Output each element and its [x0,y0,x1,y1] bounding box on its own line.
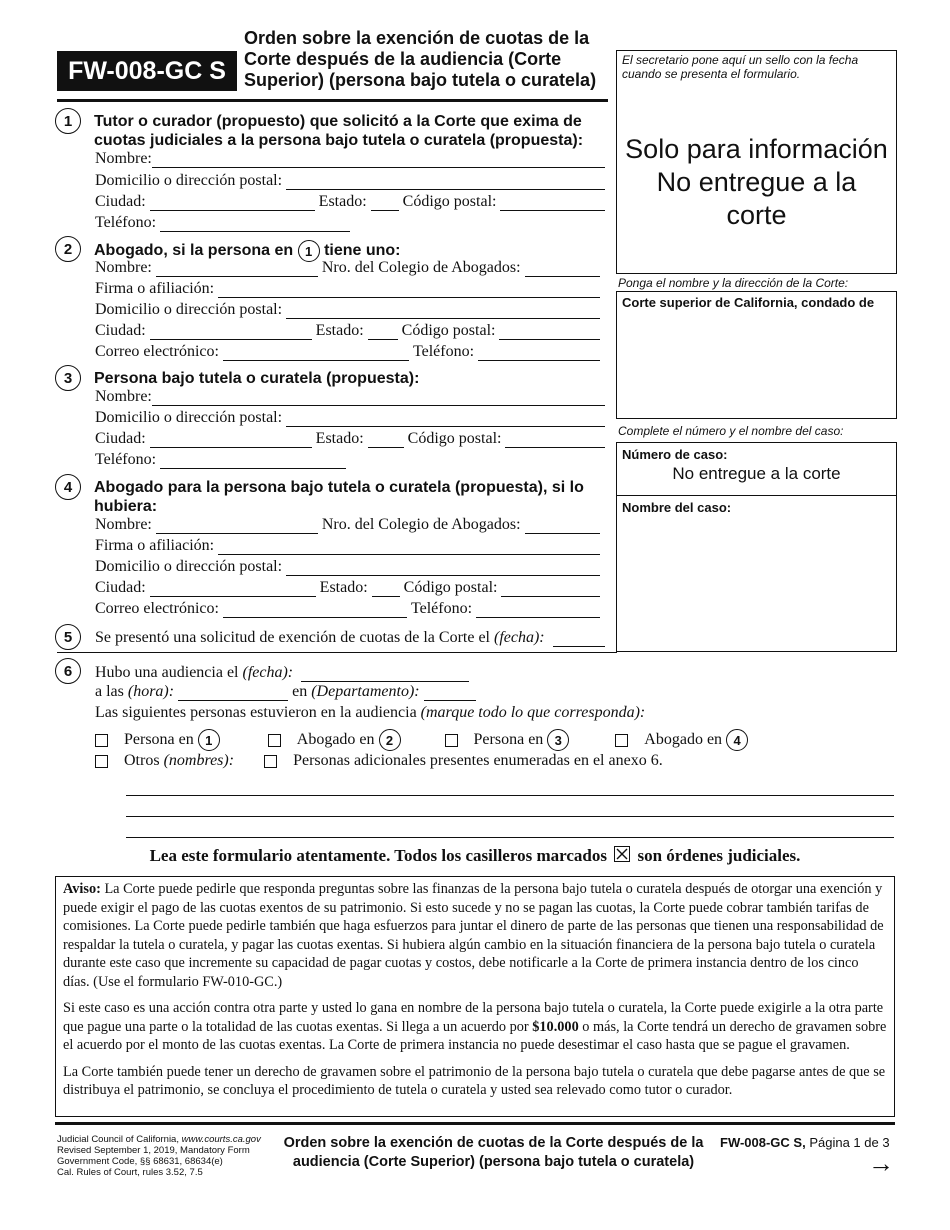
s6-ref-1: 1 [198,729,220,751]
s3-name-label: Nombre: [95,388,152,405]
footer-rule [55,1122,895,1125]
notice-paragraph-3: La Corte también puede tener un derecho de gravamen sobre el patrimonio de la persona bajo tutela o curatela que debe pagarse antes de que se distribuya el patrimonio, se concluya el procedimiento de tutela o curatela y usted sea relevado como tutor o curador. [63,1063,886,1098]
notice-p1-text: La Corte puede pedirle que responda preguntas sobre las finanzas de la persona bajo tutela o curatela después de otorgar una exención y puede exigir el pago de las cuotas exentos de su patrimonio. Si esto sucede y no se pagan las cuotas, la Corte puede cobrar también tarifas de comisiones. La Corte puede pedirle también que haga esfuerzos para juntar el dinero de parte de las personas que tienen una responsabilidad de respaldar la tutela o curatela, y pagar las cuotas exentas. Si hubiera algún cambio en la situación financiera de la persona bajo tutela o curatela durante este caso que incremente su capacidad de pagar cuotas y costos, debe notificarle a la Corte de primera instancia dentro de los cinco días. (Use el formulario FW-010-GC.) [63,881,884,990]
s2-firm-row [95,278,604,298]
case-name-label: Nombre del caso: [622,500,732,515]
s4-email-row [95,598,604,618]
court-name-box[interactable] [616,291,897,419]
s6-ref-2: 2 [379,729,401,751]
s2-email-row [95,341,604,361]
header-rule [57,99,608,102]
s6-attendees-note: (marque todo lo que corresponda): [420,704,646,721]
case-number-label: Número de caso: [622,447,728,462]
s3-zip-field[interactable] [505,433,605,448]
s1-address-field[interactable] [286,175,605,190]
s2-city-label: Ciudad: [95,322,146,339]
s3-address-label: Domicilio o dirección postal: [95,409,283,426]
s2-heading-ref: 1 [298,240,320,262]
clerk-stamp-box [616,50,897,274]
info-line-1: Solo para información [625,134,888,164]
s6-time-field[interactable] [178,686,288,701]
s3-city-field[interactable] [150,433,312,448]
form-title: Orden sobre la exención de cuotas de la Corte después de la audiencia (Corte Superior) (persona bajo tutela o curatela) [244,28,597,90]
s3-state-field[interactable] [368,433,404,448]
footer-page-info [720,1135,890,1150]
s6-additional-label: Personas adicionales presentes enumeradas en el anexo 6. [293,752,663,769]
section-3-heading: Persona bajo tutela o curatela (propuesta): [94,370,420,387]
s4-address-field[interactable] [286,561,600,576]
s4-firm-label: Firma o afiliación: [95,537,215,554]
s6-hearing-row [95,662,473,682]
s2-address-row [95,299,604,319]
s5-date-field[interactable] [553,632,605,647]
s1-name-row [95,148,609,168]
s2-address-field[interactable] [286,304,600,319]
s4-address-row [95,556,604,576]
s3-city-label: Ciudad: [95,430,146,447]
case-prompt: Complete el número y el nombre del caso: [618,424,844,438]
s6-time-row [95,681,480,701]
section-5-number: 5 [55,624,81,650]
s3-name-field[interactable] [152,391,605,406]
s4-name-row [95,514,604,534]
clerk-stamp-note: El secretario pone aquí un sello con la fecha cuando se presenta el formulario. [622,53,859,81]
notice-p2-b: o más, la Corte tendrá un derecho de gravamen sobre el acuerdo por el monto de las cuotas exentas. La Corte de primera instancia no puede desestimar el caso hasta que se pague el gravamen. [63,1018,887,1053]
notice-paragraph-2 [63,999,887,1055]
s1-zip-field[interactable] [500,196,605,211]
footer-form-id: FW-008-GC S, [720,1135,806,1150]
form-id-badge: FW-008-GC S [57,51,237,91]
s3-name-row [95,386,609,406]
s6-dept-field[interactable] [424,686,476,701]
s5-text: Se presentó una solicitud de exención de cuotas de la Corte el [95,629,490,646]
s1-state-field[interactable] [371,196,399,211]
s1-phone-label: Teléfono: [95,214,157,231]
read-notice-before: Lea este formulario atentamente. Todos los casilleros marcados [149,846,607,865]
s2-zip-label: Código postal: [401,322,496,339]
s1-address-row [95,170,609,190]
s6-date-field[interactable] [301,667,469,682]
s2-state-label: Estado: [315,322,364,339]
s5-row [95,627,609,647]
s3-address-row [95,407,609,427]
case-number-box[interactable] [616,442,897,496]
footer-revised: Revised September 1, 2019, Mandatory Form [57,1145,250,1156]
court-prompt: Ponga el nombre y la dirección de la Corte: [618,276,849,290]
section-1-number: 1 [55,108,81,134]
s2-city-row [95,320,604,340]
footer-code: Government Code, §§ 68631, 68634(e) [57,1156,223,1167]
s6-others-note: (nombres): [163,752,235,769]
s2-heading-b: tiene uno: [324,242,401,260]
s4-name-field[interactable] [156,519,318,534]
s2-phone-field[interactable] [478,346,600,361]
s4-phone-field[interactable] [476,603,600,618]
s6-opt-person-3-label: Persona en [473,731,544,748]
s3-state-label: Estado: [315,430,364,447]
s4-bar-field[interactable] [525,519,600,534]
s4-email-label: Correo electrónico: [95,600,219,617]
s6-others-line-2[interactable] [126,816,894,817]
footer-title: Orden sobre la exención de cuotas de la Corte después de la audiencia (Corte Superior) (persona bajo tutela o curatela) [283,1135,704,1170]
s6-time-label: (hora): [127,683,175,700]
court-name-label: Corte superior de California, condado de [622,295,875,310]
s2-name-label: Nombre: [95,259,152,276]
s2-state-field[interactable] [368,325,398,340]
s2-email-label: Correo electrónico: [95,343,219,360]
notice-p2-a: Si este caso es una acción contra otra parte y usted lo gana en nombre de la persona bajo tutela o curatela, la Corte puede exigirle a la otra parte que pague una parte o la totalidad de las cuotas exentas. Si llega a un acuerdo por [63,1000,884,1035]
s3-zip-label: Código postal: [407,430,502,447]
s4-city-label: Ciudad: [95,579,146,596]
s3-address-field[interactable] [286,412,605,427]
s6-others-line-1[interactable] [126,795,894,796]
section-1-heading: Tutor o curador (propuesto) que solicitó a la Corte que exima de cuotas judiciales a la persona bajo tutela o curatela (propuesta): [94,113,584,149]
s6-others-line-3[interactable] [126,837,894,838]
s3-phone-row [95,449,609,469]
s1-address-label: Domicilio o dirección postal: [95,172,283,189]
s1-phone-field[interactable] [160,217,350,232]
s5-divider [57,652,617,653]
next-page-arrow-icon[interactable]: → [868,1148,894,1178]
s4-phone-label: Teléfono: [410,600,473,617]
s2-firm-label: Firma o afiliación: [95,280,215,297]
footer-site: www.courts.ca.gov [181,1134,261,1145]
section-6-number: 6 [55,658,81,684]
s2-firm-field[interactable] [218,283,600,298]
s1-phone-row [95,212,609,232]
s6-opt-attorney-4-label: Abogado en [644,731,723,748]
s6-checkbox-row-2 [95,750,663,772]
info-line-2: No entregue a la corte [656,167,857,230]
s3-city-row [95,428,609,448]
s4-state-label: Estado: [319,579,368,596]
s4-zip-field[interactable] [501,582,600,597]
notice-p2-amount: $10.000 [532,1018,579,1035]
s2-zip-field[interactable] [499,325,600,340]
s6-others-label: Otros [124,752,160,769]
s6-checkbox-person-3[interactable] [445,734,458,747]
s6-checkbox-person-1[interactable] [95,734,108,747]
checked-box-icon [614,846,630,862]
s1-city-field[interactable] [150,196,315,211]
info-only-text [617,133,896,232]
s6-date-label: (fecha): [242,664,294,681]
case-number-value: No entregue a la corte [672,464,841,483]
s4-state-field[interactable] [372,582,400,597]
s6-checkbox-additional[interactable] [264,755,277,768]
s4-zip-label: Código postal: [403,579,498,596]
section-4-number: 4 [55,474,81,500]
s6-attendees-row [95,702,645,722]
s4-bar-label: Nro. del Colegio de Abogados: [321,516,521,533]
read-notice-after: son órdenes judiciales. [637,846,801,865]
s4-firm-field[interactable] [218,540,600,555]
s6-at-label: a las [95,683,124,700]
s6-hearing-label: Hubo una audiencia el [95,664,239,681]
s6-opt-attorney-2-label: Abogado en [296,731,375,748]
s6-checkbox-attorney-4[interactable] [615,734,628,747]
s6-ref-3: 3 [547,729,569,751]
section-4-heading: Abogado para la persona bajo tutela o curatela (propuesta), si lo hubiera: [94,479,584,515]
s3-phone-field[interactable] [160,454,346,469]
s1-zip-label: Código postal: [402,193,497,210]
s6-opt-person-1-label: Persona en [124,731,194,748]
s2-address-label: Domicilio o dirección postal: [95,301,283,318]
s6-ref-4: 4 [726,729,748,751]
s4-email-field[interactable] [223,603,407,618]
read-notice [0,846,950,866]
section-2-number: 2 [55,236,81,262]
s1-name-field[interactable] [152,153,605,168]
s2-email-field[interactable] [223,346,409,361]
s1-state-label: Estado: [318,193,367,210]
s4-address-label: Domicilio o dirección postal: [95,558,283,575]
s6-checkbox-others[interactable] [95,755,108,768]
s6-attendees-text: Las siguientes personas estuvieron en la audiencia [95,704,417,721]
s6-checkbox-row-1 [95,728,748,752]
s4-city-row [95,577,604,597]
s2-city-field[interactable] [150,325,312,340]
s2-bar-label: Nro. del Colegio de Abogados: [321,259,521,276]
s1-city-label: Ciudad: [95,193,146,210]
s2-name-row [95,257,604,277]
s1-city-row [95,191,609,211]
s3-phone-label: Teléfono: [95,451,157,468]
s2-bar-field[interactable] [525,262,600,277]
notice-paragraph-1 [63,880,887,991]
s2-name-field[interactable] [156,262,318,277]
notice-label: Aviso: [63,881,101,897]
s6-in-label: en [292,683,308,700]
s6-dept-label: (Departamento): [311,683,420,700]
s4-firm-row [95,535,604,555]
s5-date-label: (fecha): [493,629,545,646]
s1-name-label: Nombre: [95,150,152,167]
s4-name-label: Nombre: [95,516,152,533]
section-3-number: 3 [55,365,81,391]
s2-phone-label: Teléfono: [412,343,475,360]
footer-rules: Cal. Rules of Court, rules 3.52, 7.5 [57,1167,203,1178]
s6-checkbox-attorney-2[interactable] [268,734,281,747]
case-name-box[interactable] [616,495,897,652]
footer-citation [57,1134,261,1178]
s2-heading-a: Abogado, si la persona en [94,242,294,260]
footer-page: Página 1 de 3 [809,1135,890,1150]
footer-council: Judicial Council of California, [57,1134,179,1145]
notice-box [55,876,895,1117]
s4-city-field[interactable] [150,582,316,597]
